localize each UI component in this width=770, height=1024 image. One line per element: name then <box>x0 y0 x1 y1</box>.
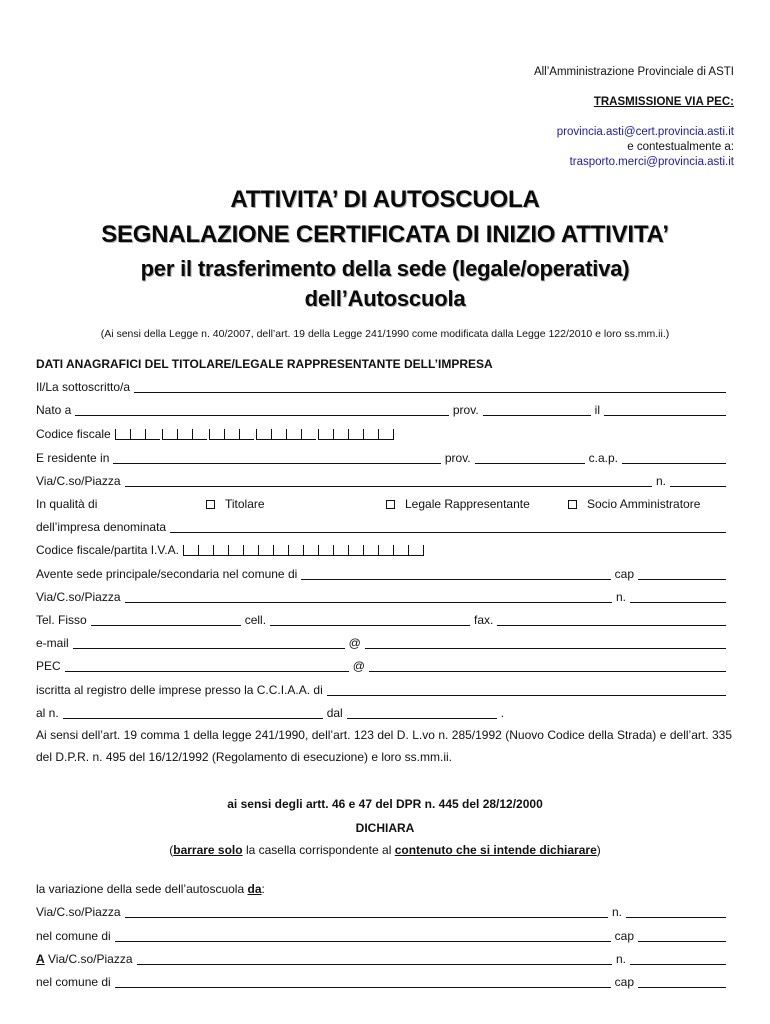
row-sede <box>36 565 730 583</box>
section-heading-titolare: DATI ANAGRAFICI DEL TITOLARE/LEGALE RAPPRESENTANTE DELL’IMPRESA <box>36 357 493 371</box>
label-sede: Avente sede principale/secondaria nel comune di <box>36 567 298 581</box>
field-cell[interactable] <box>270 625 470 626</box>
field-email-domain[interactable] <box>365 648 726 649</box>
field-data-registro[interactable] <box>347 718 497 719</box>
row-via-sede <box>36 588 730 606</box>
label-comune-a: nel comune di <box>36 975 111 989</box>
field-cap-sede[interactable] <box>638 579 726 580</box>
field-cap[interactable] <box>622 463 726 464</box>
field-numero[interactable] <box>670 486 726 487</box>
label-n-a: n. <box>615 952 626 966</box>
dichiara-heading: DICHIARA <box>355 821 415 835</box>
label-impresa: dell’impresa denominata <box>36 520 167 534</box>
field-via[interactable] <box>125 486 652 487</box>
row-via-a <box>36 950 730 968</box>
row-cf-piva <box>36 541 730 559</box>
field-email-user[interactable] <box>73 648 345 649</box>
legal-paragraph: Ai sensi dell’art. 19 comma 1 della legge 241/1990, dell’art. 123 del D. L.vo n. 285/1992 (Nuovo Codice della Strada) e dell’art. 335 del D.P.R. n. 495 del 16/12/1992 (Regolamento di esecuzione) e loro ss.mm.ii. <box>36 728 732 764</box>
label-prov: prov. <box>452 403 479 417</box>
field-sottoscritto[interactable] <box>134 392 726 393</box>
variazione-intro: la variazione della sede dell’autoscuola da: <box>36 882 265 896</box>
title-line-1: ATTIVITA’ DI AUTOSCUOLA <box>230 186 540 213</box>
label-dot: . <box>500 706 505 720</box>
field-numero-sede[interactable] <box>630 602 726 603</box>
label-prov-residenza: prov. <box>444 451 471 465</box>
label-comune-da: nel comune di <box>36 929 111 943</box>
row-comune-da <box>36 927 730 945</box>
field-via-a[interactable] <box>137 964 612 965</box>
email-at-sign: @ <box>348 636 361 650</box>
row-impresa <box>36 518 730 536</box>
label-cap: c.a.p. <box>588 451 618 465</box>
dichiara-note: (barrare solo la casella corrispondente al contenuto che si intende dichiarare) <box>169 843 601 857</box>
label-dal: dal <box>326 706 343 720</box>
cf-piva-boxes[interactable] <box>183 544 424 556</box>
label-via-a: A Via/C.so/Piazza <box>36 952 133 966</box>
label-n: n. <box>655 474 666 488</box>
row-residenza <box>36 449 730 467</box>
field-cap-a[interactable] <box>638 987 726 988</box>
label-residente: E residente in <box>36 451 110 465</box>
label-pec: PEC <box>36 659 61 673</box>
field-pec-domain[interactable] <box>369 671 726 672</box>
label-via-da: Via/C.so/Piazza <box>36 905 121 919</box>
label-cap-da: cap <box>614 929 634 943</box>
dpr-reference: ai sensi degli artt. 46 e 47 del DPR n. 445 del 28/12/2000 <box>227 797 543 811</box>
field-impresa[interactable] <box>170 532 726 533</box>
label-n-da: n. <box>611 905 622 919</box>
title-line-4: dell’Autoscuola <box>304 286 466 311</box>
field-fax[interactable] <box>497 625 726 626</box>
field-numero-da[interactable] <box>626 917 726 918</box>
field-numero-a[interactable] <box>630 964 726 965</box>
label-qualita: In qualità di <box>36 497 98 511</box>
label-cap-sede: cap <box>614 567 634 581</box>
label-tel: Tel. Fisso <box>36 613 87 627</box>
field-via-da[interactable] <box>125 917 608 918</box>
row-al-n <box>36 704 730 722</box>
label-sottoscritto: Il/La sottoscritto/a <box>36 380 131 394</box>
label-cap-a: cap <box>614 975 634 989</box>
label-registro: iscritta al registro delle imprese presso la C.C.I.A.A. di <box>36 683 323 697</box>
label-cell: cell. <box>244 613 267 627</box>
title-line-3: per il trasferimento della sede (legale/operativa) <box>140 256 630 281</box>
row-via-da <box>36 903 730 921</box>
field-pec-user[interactable] <box>65 671 349 672</box>
row-qualita <box>36 495 730 513</box>
field-numero-registro[interactable] <box>63 718 323 719</box>
label-il: il <box>594 403 600 417</box>
row-registro <box>36 681 730 699</box>
label-codice-fiscale: Codice fiscale <box>36 427 111 441</box>
second-email-link[interactable]: trasporto.merci@provincia.asti.it <box>569 156 734 168</box>
row-pec <box>36 657 730 675</box>
pec-at-sign: @ <box>352 659 365 673</box>
field-prov-residenza[interactable] <box>475 463 585 464</box>
row-telefoni <box>36 611 730 629</box>
field-prov[interactable] <box>483 415 591 416</box>
field-residente[interactable] <box>113 463 440 464</box>
row-sottoscritto <box>36 378 730 396</box>
also-to-label: e contestualmente a: <box>627 141 734 153</box>
label-fax: fax. <box>474 613 494 627</box>
field-cap-da[interactable] <box>638 941 726 942</box>
field-nato-a[interactable] <box>75 415 449 416</box>
row-comune-a <box>36 973 730 991</box>
label-cf-piva: Codice fiscale/partita I.V.A. <box>36 543 179 557</box>
field-data-nascita[interactable] <box>604 415 726 416</box>
label-via: Via/C.so/Piazza <box>36 474 121 488</box>
label-nato-a: Nato a <box>36 403 72 417</box>
field-tel[interactable] <box>91 625 241 626</box>
row-email <box>36 634 730 652</box>
label-n-sede: n. <box>615 590 626 604</box>
field-comune-sede[interactable] <box>301 579 610 580</box>
row-variazione-intro <box>36 880 730 898</box>
label-email: e-mail <box>36 636 69 650</box>
field-comune-da[interactable] <box>115 941 611 942</box>
recipient-address: All’Amministrazione Provinciale di ASTI <box>533 66 734 78</box>
option-legale-rappresentante[interactable]: Legale Rappresentante <box>386 495 568 513</box>
label-via-sede: Via/C.so/Piazza <box>36 590 121 604</box>
pec-email-link[interactable]: provincia.asti@cert.provincia.asti.it <box>556 126 734 138</box>
option-socio-amministratore[interactable]: Socio Amministratore <box>568 495 700 513</box>
option-titolare[interactable]: Titolare <box>206 495 386 513</box>
checkbox-icon[interactable] <box>206 500 215 509</box>
row-via <box>36 472 730 490</box>
field-comune-a[interactable] <box>115 987 611 988</box>
row-nascita <box>36 401 730 419</box>
title-line-2: SEGNALAZIONE CERTIFICATA DI INIZIO ATTIVITA’ <box>101 221 669 248</box>
checkbox-icon[interactable] <box>386 500 395 509</box>
pec-transmission-title: TRASMISSIONE VIA PEC: <box>593 96 734 108</box>
legal-reference: (Ai sensi della Legge n. 40/2007, dell’art. 19 della Legge 241/1990 come modificata dalla Legge 122/2010 e loro ss.mm.ii.) <box>100 328 670 340</box>
field-via-sede[interactable] <box>125 602 612 603</box>
codice-fiscale-boxes[interactable] <box>115 428 394 440</box>
row-codice-fiscale <box>36 425 730 443</box>
label-al-n: al n. <box>36 706 59 720</box>
field-cciaa[interactable] <box>327 695 726 696</box>
checkbox-icon[interactable] <box>568 500 577 509</box>
